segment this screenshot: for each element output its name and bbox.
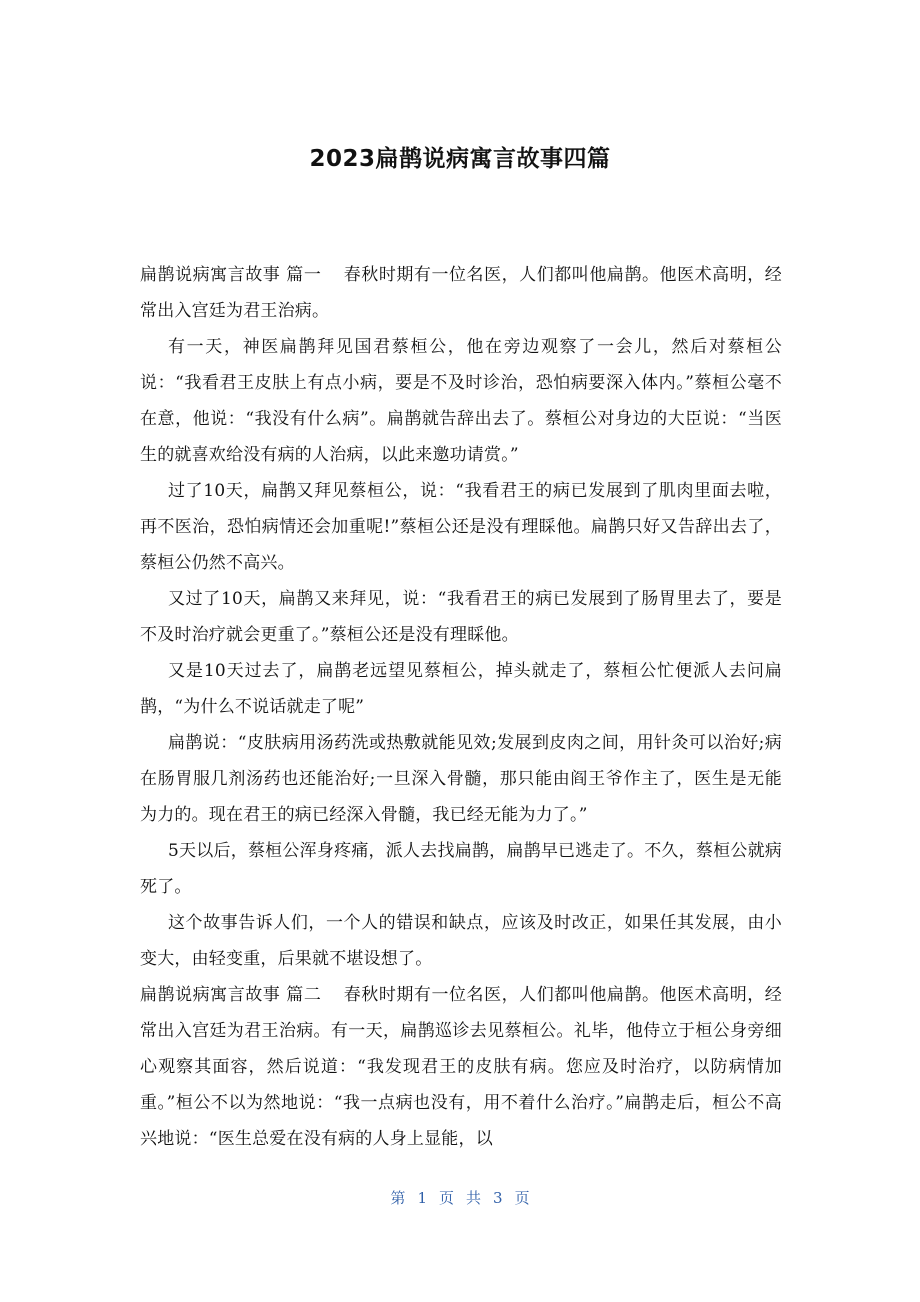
section-1-intro: 春秋时期有一位名医，人们都叫他扁鹊。他医术高明，经常出入宫廷为君王治病。 [140,265,782,321]
footer-page-word: 页 [438,1189,454,1207]
paragraph: 又过了10天，扁鹊又来拜见，说：“我看君王的病已发展到了肠胃里去了，要是不及时治疗就会更重了。”蔡桓公还是没有理睬他。 [140,589,782,645]
paragraph: 有一天，神医扁鹊拜见国君蔡桓公，他在旁边观察了一会儿，然后对蔡桓公说：“我看君王皮肤上有点小病，要是不及时诊治，恐怕病要深入体内。”蔡桓公毫不在意，他说：“我没有什么病”。扁鹊就告辞出去了。蔡桓公对身边的大臣说：“当医生的就喜欢给没有病的人治病，以此来邀功请赏。” [140,337,782,465]
section-2-intro: 春秋时期有一位名医，人们都叫他扁鹊。他医术高明，经常出入宫廷为君王治病。有一天，扁鹊巡诊去见蔡桓公。礼毕，他侍立于桓公身旁细心观察其面容，然后说道：“我发现君王的皮肤有病。您应及时治疗，以防病情加重。”桓公不以为然地说：“我一点病也没有，用不着什么治疗。”扁鹊走后，桓公不高兴地说：“医生总爱在没有病的人身上显能，以 [140,985,782,1149]
footer-page-label: 第 [390,1189,406,1207]
footer-page-word-2: 页 [514,1189,530,1207]
page-footer [0,1187,920,1208]
paragraph: 扁鹊说：“皮肤病用汤药洗或热敷就能见效;发展到皮肉之间，用针灸可以治好;病在肠胃服几剂汤药也还能治好;一旦深入骨髓，那只能由阎王爷作主了，医生是无能为力的。现在君王的病已经深入骨髓，我已经无能为力了。” [140,733,782,825]
footer-total-label: 共 [466,1189,482,1207]
paragraph: 这个故事告诉人们，一个人的错误和缺点，应该及时改正，如果任其发展，由小变大，由轻变重，后果就不堪设想了。 [140,913,782,969]
paragraph: 又是10天过去了，扁鹊老远望见蔡桓公，掉头就走了，蔡桓公忙便派人去问扁鹊，“为什么不说话就走了呢” [140,661,782,717]
footer-current-page: 1 [417,1189,427,1207]
document-body [140,257,782,1157]
section-2-heading: 扁鹊说病寓言故事 篇二 [140,985,322,1005]
section-1-heading: 扁鹊说病寓言故事 篇一 [140,265,322,285]
document-title: 2023扁鹊说病寓言故事四篇 [309,146,611,172]
paragraph: 过了10天，扁鹊又拜见蔡桓公，说：“我看君王的病已发展到了肌肉里面去啦，再不医治，恐怕病情还会加重呢!”蔡桓公还是没有理睬他。扁鹊只好又告辞出去了，蔡桓公仍然不高兴。 [140,481,782,573]
paragraph: 5天以后，蔡桓公浑身疼痛，派人去找扁鹊，扁鹊早已逃走了。不久，蔡桓公就病死了。 [140,841,782,897]
section-1-intro-paragraph [140,257,782,329]
footer-total-pages: 3 [493,1189,503,1207]
section-2-intro-paragraph [140,977,782,1157]
